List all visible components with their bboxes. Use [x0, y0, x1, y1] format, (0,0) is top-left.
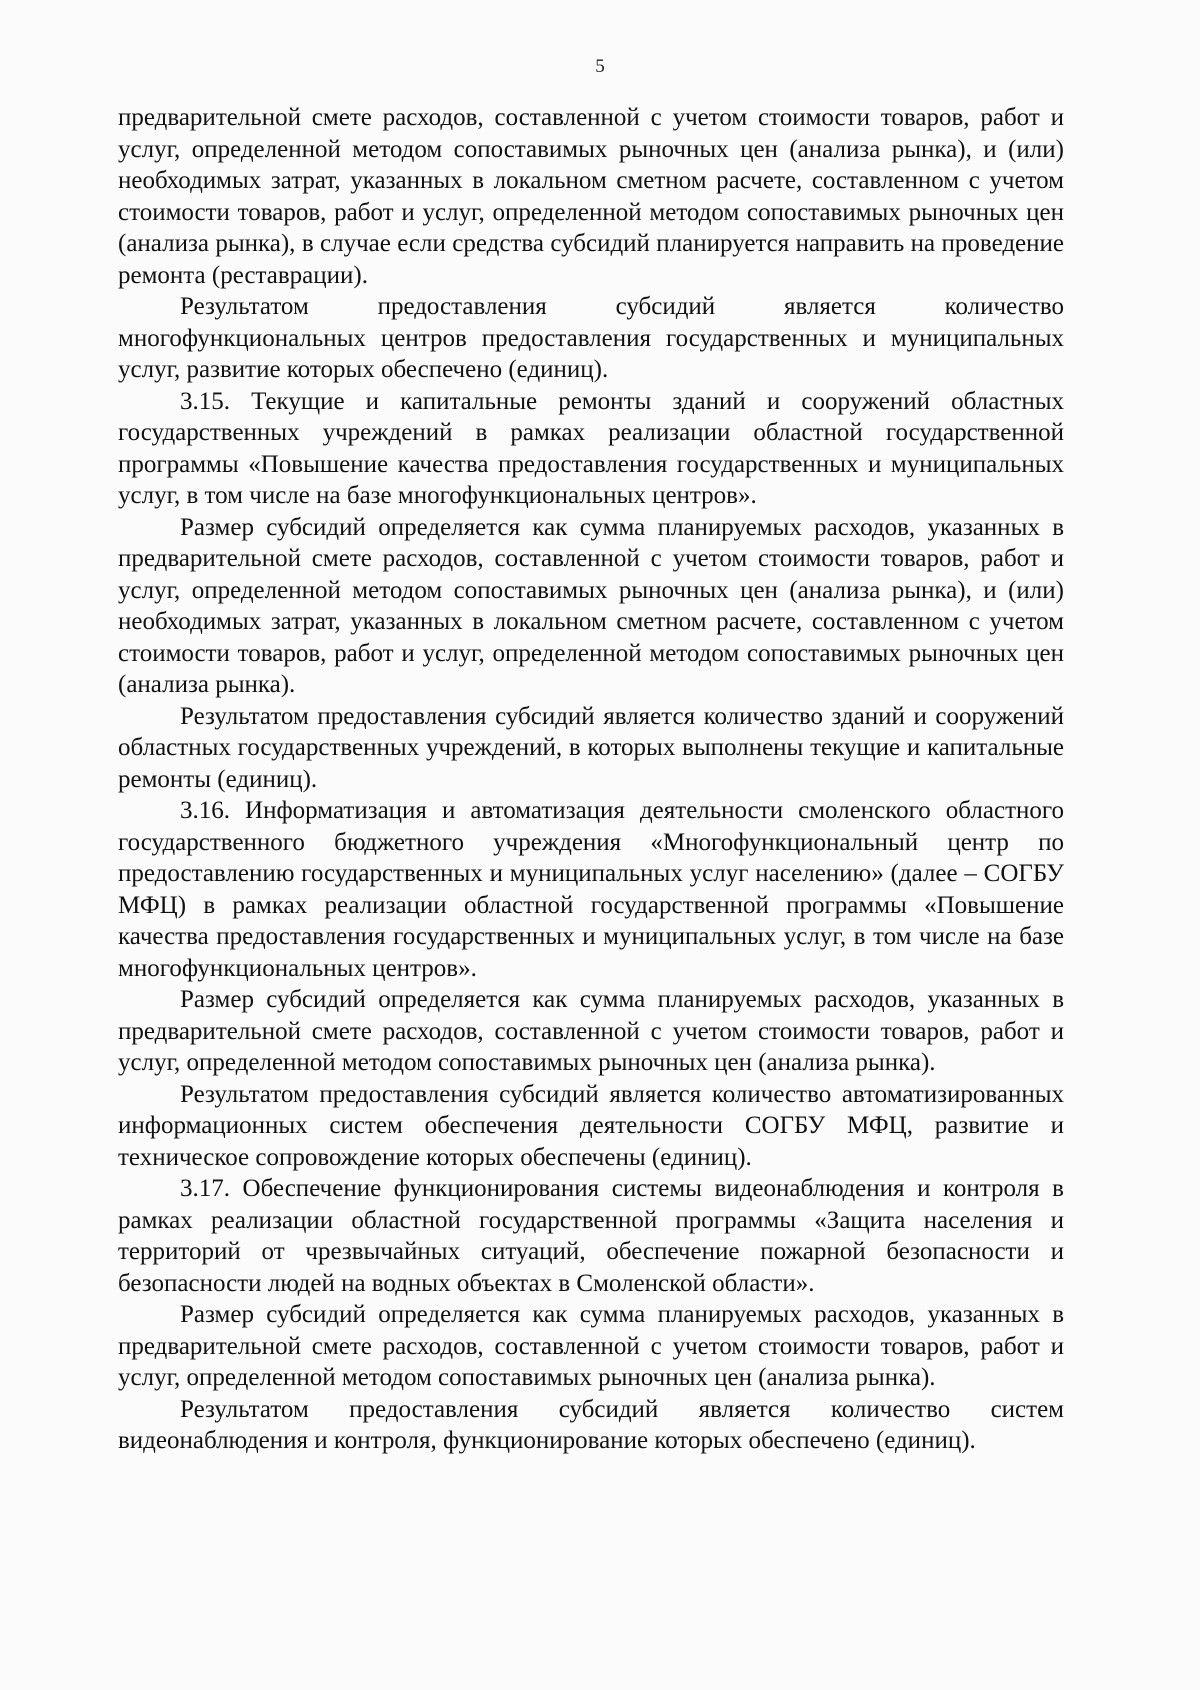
paragraph-3-15: 3.15. Текущие и капитальные ремонты зданий и сооружений областных государственных учреждений в рамках реализации областной государственной программы «Повышение качества предоставления государственных и муниципальных услуг, в том числе на базе многофункциональных центров». — [118, 387, 1064, 509]
paragraph-continuation: предварительной смете расходов, составленной с учетом стоимости товаров, работ и услуг, определенной методом сопоставимых рыночных цен (анализа рынка), и (или) необходимых затрат, указанных в локальном сметном расчете, составленном с учетом стоимости товаров, работ и услуг, определенной методом сопоставимых рыночных цен (анализа рынка), в случае если средства субсидий планируется направить на проведение ремонта (реставрации). — [118, 104, 1064, 289]
page-number: 5 — [595, 56, 605, 77]
paragraph-subsidy-size-3-16: Размер субсидий определяется как сумма планируемых расходов, указанных в предварительной смете расходов, составленной с учетом стоимости товаров, работ и услуг, определенной методом сопоставимых рыночных цен (анализа рынка). — [118, 986, 1064, 1076]
paragraph-result-mfc: Результатом предоставления субсидий является количество многофункциональных центров предоставления государственных и муниципальных услуг, развитие которых обеспечено (единиц). — [118, 293, 1064, 383]
paragraph-3-16: 3.16. Информатизация и автоматизация деятельности смоленского областного государственного бюджетного учреждения «Многофункциональный центр по предоставлению государственных и муниципальных услуг населению» (далее – СОГБУ МФЦ) в рамках реализации областной государственной программы «Повышение качества предоставления государственных и муниципальных услуг, в том числе на базе многофункциональных центров». — [118, 797, 1064, 982]
paragraph-result-3-16: Результатом предоставления субсидий является количество автоматизированных информационных систем обеспечения деятельности СОГБУ МФЦ, развитие и техническое сопровождение которых обеспечены (единиц). — [118, 1080, 1064, 1171]
paragraph-3-17: 3.17. Обеспечение функционирования системы видеонаблюдения и контроля в рамках реализации областной государственной программы «Защита населения и территорий от чрезвычайных ситуаций, обеспечение пожарной безопасности и безопасности людей на водных объектах в Смоленской области». — [118, 1175, 1064, 1297]
paragraph-result-3-15: Результатом предоставления субсидий является количество зданий и сооружений областных государственных учреждений, в которых выполнены текущие и капитальные ремонты (единиц). — [118, 702, 1064, 793]
document-body — [118, 102, 1064, 1457]
paragraph-result-3-17: Результатом предоставления субсидий является количество систем видеонаблюдения и контроля, функционирование которых обеспечено (единиц). — [118, 1395, 1064, 1454]
paragraph-subsidy-size-3-17: Размер субсидий определяется как сумма планируемых расходов, указанных в предварительной смете расходов, составленной с учетом стоимости товаров, работ и услуг, определенной методом сопоставимых рыночных цен (анализа рынка). — [118, 1301, 1064, 1391]
paragraph-subsidy-size-3-15: Размер субсидий определяется как сумма планируемых расходов, указанных в предварительной смете расходов, составленной с учетом стоимости товаров, работ и услуг, определенной методом сопоставимых рыночных цен (анализа рынка), и (или) необходимых затрат, указанных в локальном сметном расчете, составленном с учетом стоимости товаров, работ и услуг, определенной методом сопоставимых рыночных цен (анализа рынка). — [118, 513, 1064, 698]
